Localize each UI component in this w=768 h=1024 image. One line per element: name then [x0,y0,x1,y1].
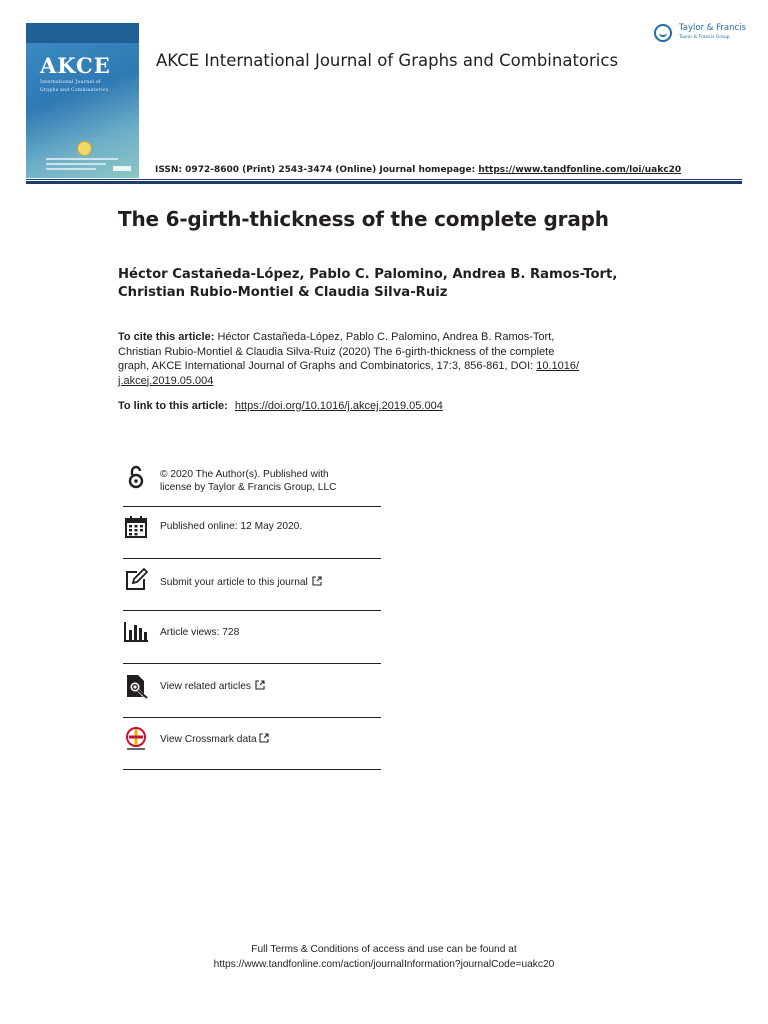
taylor-francis-logo-icon [654,24,672,42]
cover-publisher-mark-icon [113,166,131,171]
header-divider-thin [26,179,742,180]
related-articles-text [160,680,265,694]
cover-subtitle-line-1: International Journal of [40,80,101,85]
cover-footer-line [46,158,118,160]
journal-name: AKCE International Journal of Graphs and Combinatorics [156,51,619,70]
crossmark-label: View Crossmark data [160,734,257,745]
journal-cover-image [26,23,139,178]
publisher-logo-group: Taylor & Francis Group [679,35,730,40]
cite-text-line: graph, AKCE International Journal of Graphs and Combinatorics, 17:3, 856-861, DOI: [118,360,534,372]
issn-text: ISSN: 0972-8600 (Print) 2543-3474 (Online) Journal homepage: [155,165,476,175]
external-link-icon [259,733,269,747]
cover-footer-line [46,168,96,170]
cover-emblem-icon [77,141,92,156]
divider [123,558,381,559]
cover-footer-line [46,163,106,165]
bar-chart-icon [123,619,149,645]
external-link-icon [312,576,322,590]
related-articles-label: View related articles [160,681,251,692]
journal-homepage-link[interactable]: https://www.tandfonline.com/loi/uakc20 [478,165,682,175]
article-link-row [118,400,443,412]
crossmark-icon [123,726,149,752]
open-access-icon [123,464,149,490]
cite-doi-link[interactable]: 10.1016/ [536,360,580,372]
edit-icon [123,567,149,593]
link-label: To link to this article: [118,400,228,412]
citation-block [118,330,638,388]
submit-article-label: Submit your article to this journal [160,577,308,588]
header-divider-thick [26,181,742,184]
license-text-line: © 2020 The Author(s). Published with [160,469,329,480]
divider [123,610,381,611]
cover-title: AKCE [40,53,111,78]
article-authors [118,266,638,302]
publisher-logo-name: Taylor & Francis [679,23,746,33]
divider [123,769,381,770]
divider [123,663,381,664]
article-views-text: Article views: 728 [160,627,240,638]
cite-text-line: Héctor Castañeda-López, Pablo C. Palomino, Andrea B. Ramos-Tort, [217,331,555,343]
divider [123,506,381,507]
submit-article-text [160,576,322,590]
cover-subtitle-line-2: Graphs and Combinatorics [40,88,109,93]
published-online-text: Published online: 12 May 2020. [160,521,303,532]
article-doi-link[interactable]: https://doi.org/10.1016/j.akcej.2019.05.004 [234,400,443,412]
terms-footer [0,942,768,972]
terms-link[interactable]: https://www.tandfonline.com/action/journalInformation?journalCode=uakc20 [213,959,555,970]
external-link-icon [255,680,265,694]
cite-doi-link[interactable]: j.akcej.2019.05.004 [118,374,214,387]
related-articles-icon [123,673,149,699]
cover-top-bar [26,23,139,43]
article-title: The 6-girth-thickness of the complete graph [118,207,609,231]
terms-text: Full Terms & Conditions of access and use can be found at [251,944,517,955]
publisher-logo[interactable] [654,23,746,45]
cite-text-line: Christian Rubio-Montiel & Claudia Silva-Ruiz (2020) The 6-girth-thickness of the complete [118,345,555,358]
crossmark-text [160,733,269,747]
authors-line: Christian Rubio-Montiel & Claudia Silva-Ruiz [118,285,448,300]
license-text-line: license by Taylor & Francis Group, LLC [160,482,337,493]
authors-line: Héctor Castañeda-López, Pablo C. Palomino, Andrea B. Ramos-Tort, [118,267,618,282]
calendar-icon [123,514,149,540]
cite-label: To cite this article: [118,331,215,343]
issn-line [155,165,681,175]
divider [123,717,381,718]
